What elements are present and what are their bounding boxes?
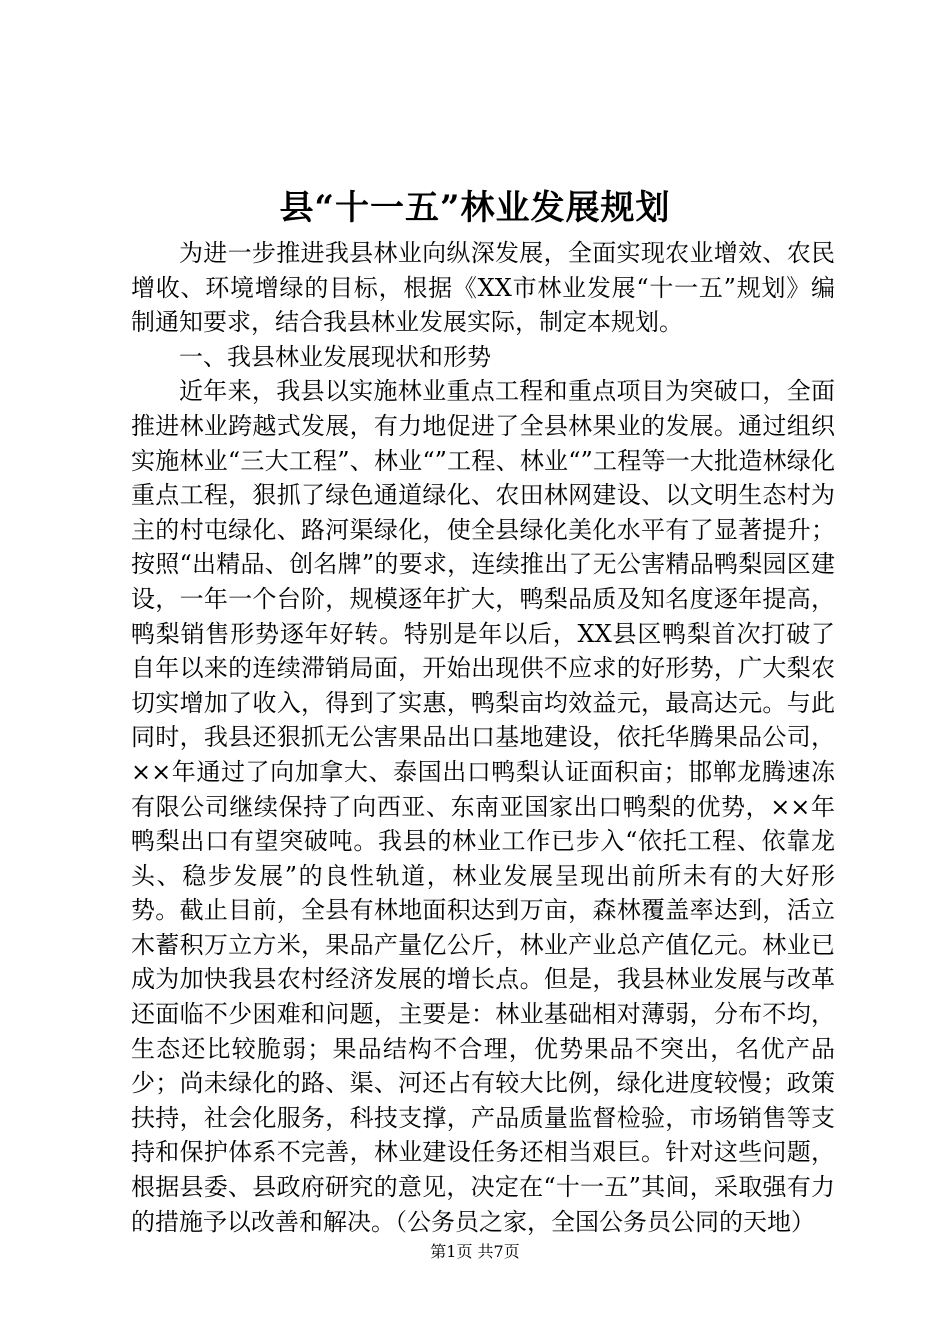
page-footer: 第1页 共7页 (430, 1242, 520, 1261)
body-paragraph: 近年来，我县以实施林业重点工程和重点项目为突破口，全面推进林业跨越式发展，有力地促进了全县林果业的发展。通过组织实施林业“三大工程”、林业“”工程、林业“”工程等一大批造林绿化重点工程，狠抓了绿色通道绿化、农田林网建设、以文明生态村为主的村屯绿化、路河渠绿化，使全县绿化美化水平有了显著提升；按照“出精品、创名牌”的要求，连续推出了无公害精品鸭梨园区建设，一年一个台阶，规模逐年扩大，鸭梨品质及知名度逐年提高，鸭梨销售形势逐年好转。特别是年以后，XX县区鸭梨首次打破了自年以来的连续滞销局面，开始出现供不应求的好形势，广大梨农切实增加了收入，得到了实惠，鸭梨亩均效益元，最高达元。与此同时，我县还狠抓无公害果品出口基地建设，依托华腾果品公司，××年通过了向加拿大、泰国出口鸭梨认证面积亩；邯郸龙腾速冻有限公司继续保持了向西亚、东南亚国家出口鸭梨的优势，××年鸭梨出口有望突破吨。我县的林业工作已步入“依托工程、依靠龙头、稳步发展”的良性轨道，林业发展呈现出前所未有的大好形势。截止目前，全县有林地面积达到万亩，森林覆盖率达到，活立木蓄积万立方米，果品产量亿公斤，林业产业总产值亿元。林业已成为加快我县农村经济发展的增长点。但是，我县林业发展与改革还面临不少困难和问题，主要是：林业基础相对薄弱，分布不均，生态还比较脆弱；果品结构不合理，优势果品不突出，名优产品少；尚未绿化的路、渠、河还占有较大比例，绿化进度较慢；政策扶持，社会化服务，科技支撑，产品质量监督检验，市场销售等支持和保护体系不完善，林业建设任务还相当艰巨。针对这些问题，根据县委、县政府研究的意见，决定在“十一五”其间，采取强有力的措施予以改善和解决。（公务员之家，全国公务员公同的天地） (131, 377, 835, 1236)
document-body (131, 236, 835, 1239)
document-title: 县“十一五”林业发展规划 (279, 188, 671, 228)
intro-paragraph: 为进一步推进我县林业向纵深发展，全面实现农业增效、农民增收、环境增绿的目标，根据《XX市林业发展“十一五”规划》编制通知要求，结合我县林业发展实际，制定本规划。 (131, 239, 835, 337)
section-heading: 一、我县林业发展现状和形势 (179, 342, 491, 371)
